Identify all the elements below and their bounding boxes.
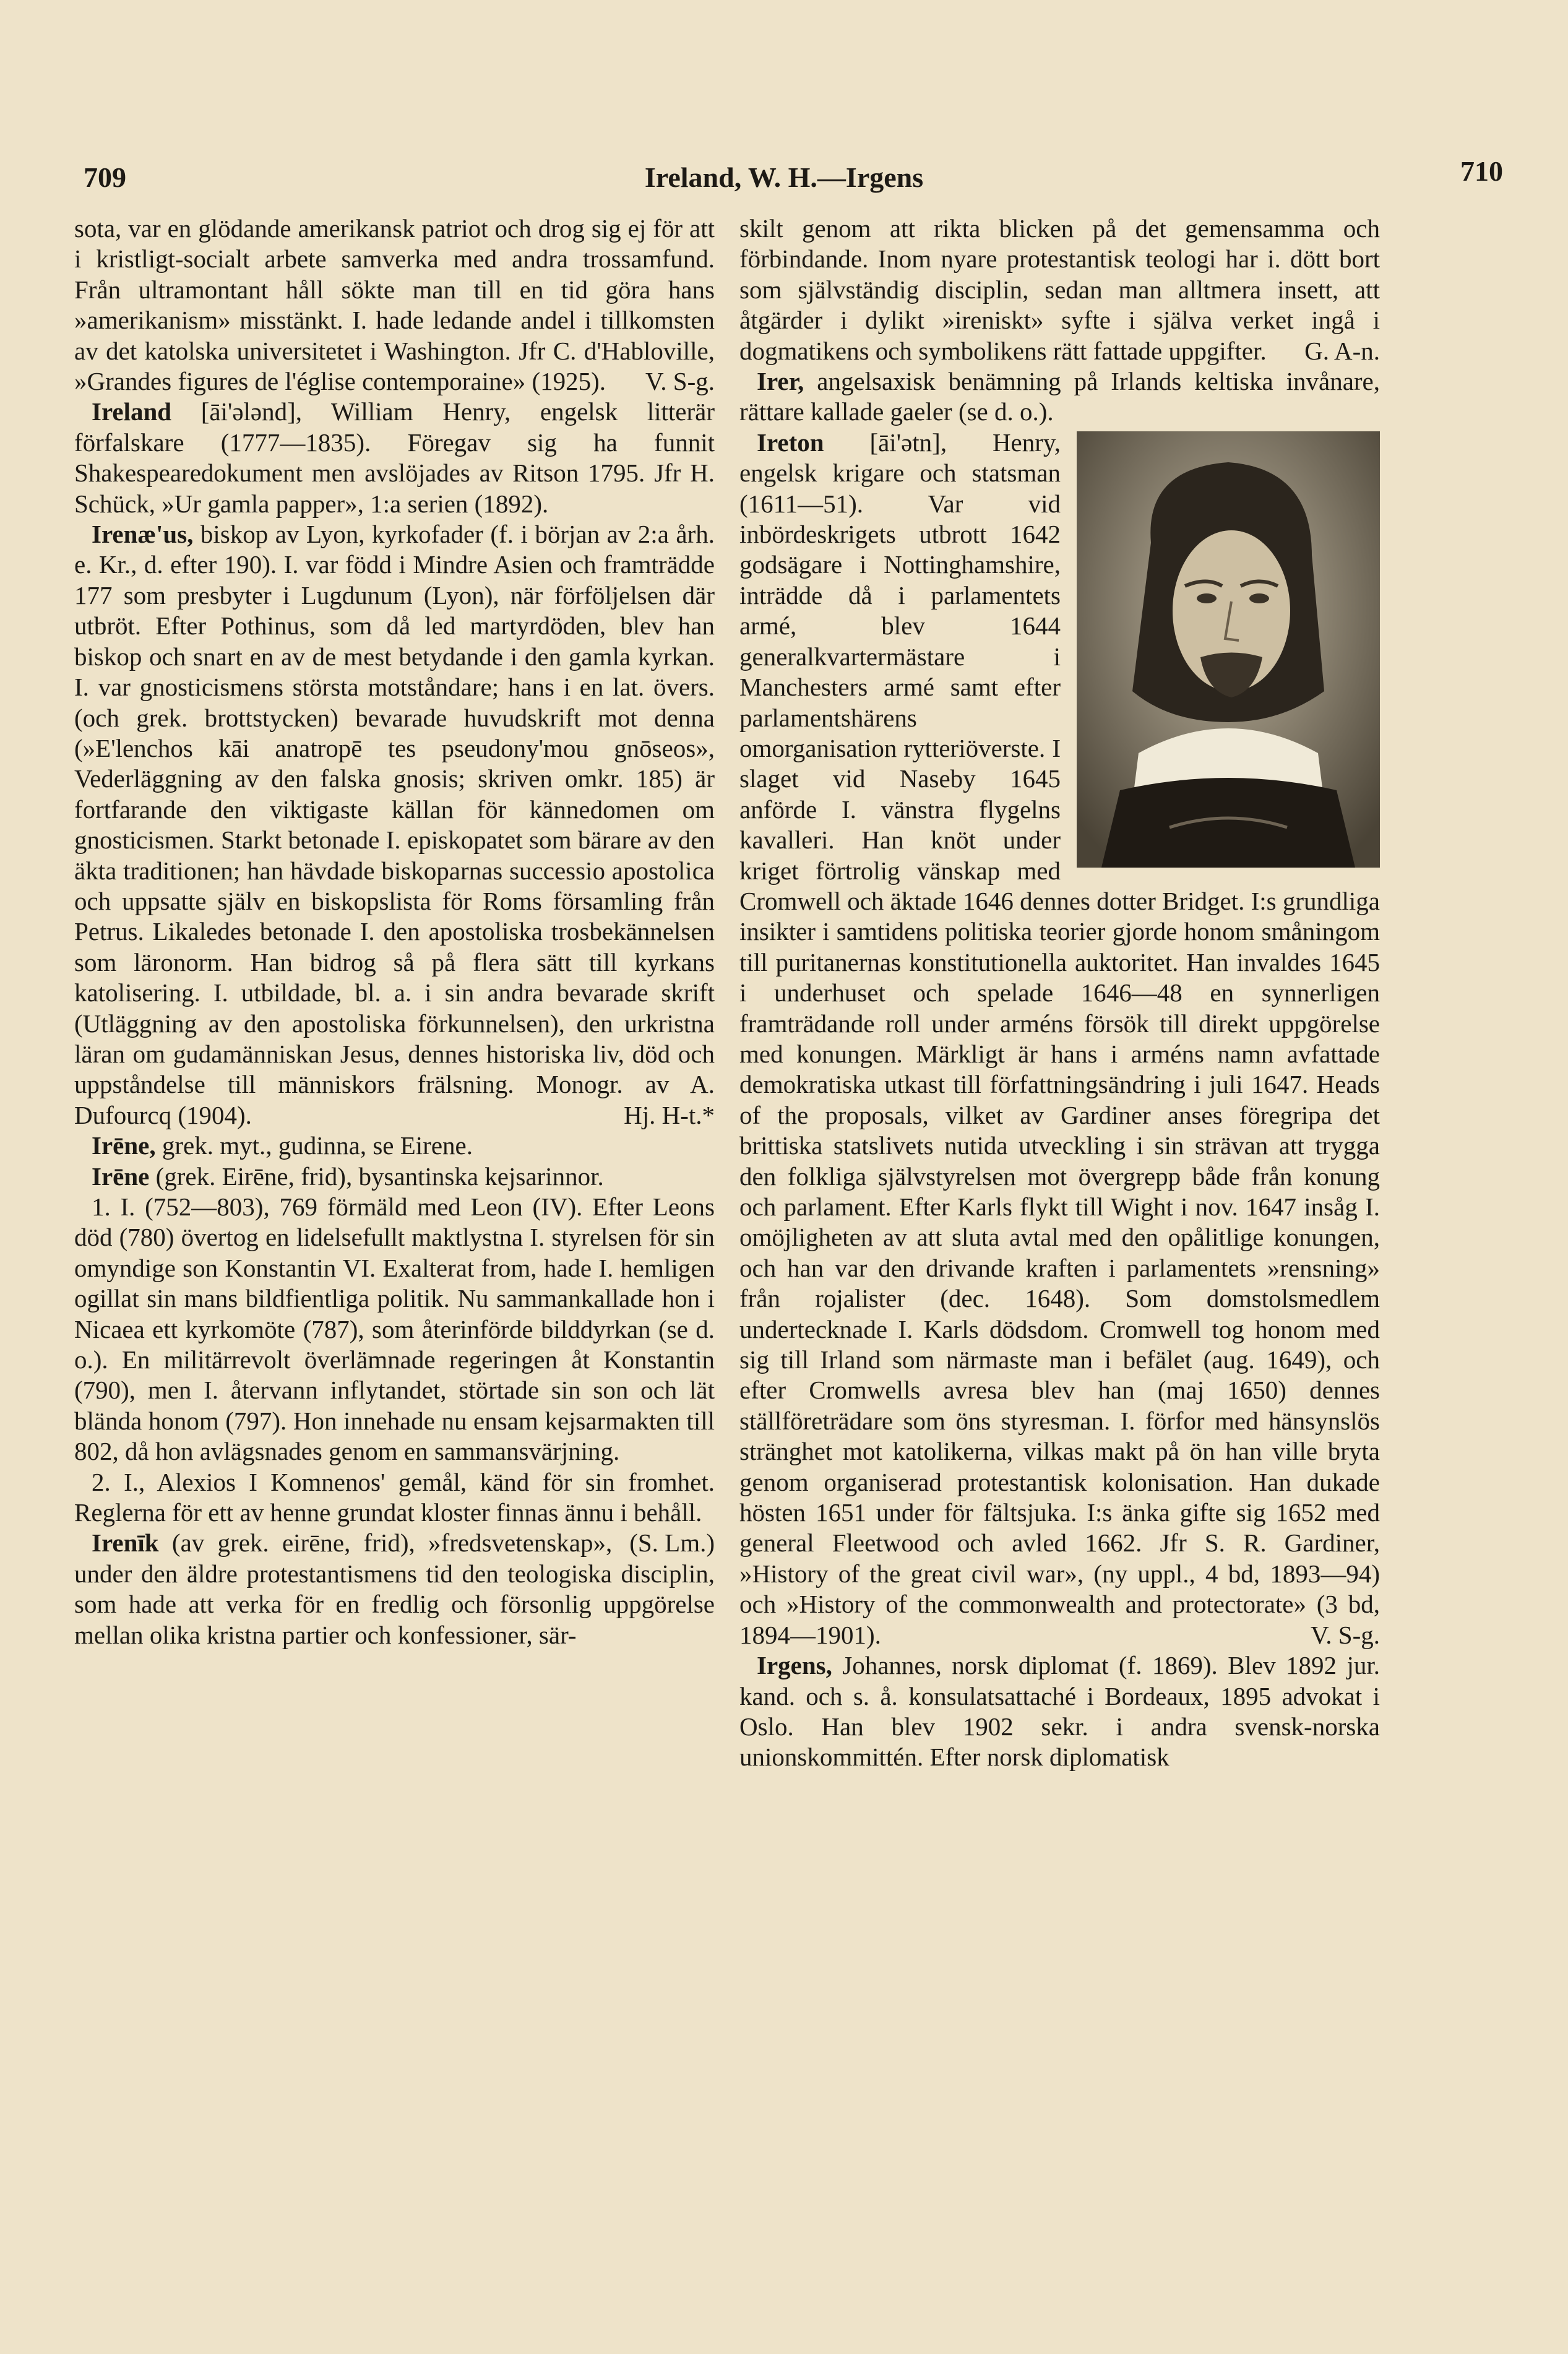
entry-headword: Irer, [757,367,804,396]
entry-signature: Hj. H-t.* [624,1100,715,1129]
entry-text: skilt genom att rikta blicken på det gemensamma och förbindande. Inom nyare protestantisk teologi har i. dött bort som självständig disciplin, sedan man alltmera insett, att åtgärder i dylikt »ireniskt» syfte i själva verket ingå i dogmatikens och symbolikens rätt fattade uppgifter. [739,214,1380,365]
left-column [74,213,715,1650]
entry-headword: Irenīk [92,1528,159,1558]
entry-text: (grek. Eirēne, frid), bysantinska kejsarinnor. [149,1162,604,1191]
entry-text: 2. I., Alexios I Komnenos' gemål, känd för sin fromhet. Reglerna för ett av henne grundat kloster finnas ännu i behåll. [74,1467,715,1527]
portrait-image [1077,431,1380,868]
left_column-entry [74,1162,715,1192]
running-header [0,155,1568,204]
entry-signature: G. A-n. [1304,336,1380,365]
headword-irgens: Irgens, [757,1651,832,1680]
portrait-engraving [1077,431,1380,868]
entry-text: biskop av Lyon, kyrkofader (f. i början av 2:a årh. e. Kr., d. efter 190). I. var född i Mindre Asien och framträdde 177 som presbyter i Lugdunum (Lyon), när förföljelsen där utbröt. Efter Pothinus, som då led martyrdöden, blev han biskop och snart en av de mest betydande i den gamla kyrkan. I. var gnosticismens största motståndare; hans i en lat. övers. (och grek. brottstycken) bevarade huvudskrift mot denna (»E'lenchos kāi anatropē tes pseudony'mou gnōseos», Vederläggning av den falska gnosis; skriven omkr. 185) är fortfarande den viktigaste källan för kännedomen om gnosticismen. Starkt betonade I. episkopatet som bärare av den äkta traditionen; han hävdade biskoparnas successio apostolica och uppsatte själv en biskopslista för Roms församling från Petrus. Likaledes betonade I. den apostoliska trosbekännelsen som läronorm. Han bidrog så på flera sätt till kyrkans katolisering. I. utbildade, bl. a. i sin andra bevarade skrift (Utläggning av den apostoliska förkunnelsen), den urkristna läran om gudamänniskan Jesus, dennes historiska liv, död och uppståndelse till människors frälsning. Monogr. av A. Dufourcq (1904). [74,520,715,1129]
running-title: Ireland, W. H.—Irgens [644,162,924,193]
entry-text: (av grek. eirēne, frid), »fredsvetenskap», under den äldre protestantismens tid den teologiska disciplin, som hade att verka för en fredlig och försonlig uppgörelse mellan olika kristna partier och konfessioner, sär- [74,1528,715,1649]
entry-text: 1. I. (752—803), 769 förmäld med Leon (IV). Efter Leons död (780) övertog en lidelsefullt maktlystna I. styrelsen för sin omyndige son Konstantin VI. Exalterat from, hade I. hemligen ogillat sin mans bildfientliga politik. Nu sammankallade hon i Nicaea ett kyrkomöte (787), som återinförde bilddyrkan (se d. o.). En militärrevolt överlämnade regeringen åt Konstantin (790), men I. återvann inflytandet, störtade sin son och lät blända honom (797). Hon innehade nu ensam kejsarmakten till 802, då hon avlägsnades genom en sammansvärjning. [74,1192,715,1466]
entry-signature: (S. Lm.) [629,1528,715,1558]
right_column_top-entry [739,366,1380,428]
left_column-entry [74,1192,715,1467]
entry-irgens [739,1650,1380,1773]
entry-signature: V. S-g. [645,367,715,396]
headword-ireton: Ireton [757,428,824,457]
left_column-entry [74,213,715,397]
entry-ireton [739,428,1380,1650]
right-column [739,213,1380,1773]
entry-text: grek. myt., gudinna, se Eirene. [155,1131,473,1160]
left_column-entry [74,397,715,519]
entry-text: angelsaxisk benämning på Irlands keltiska invånare, rättare kallade gaeler (se d. o.). [739,367,1380,426]
left_column-entry [74,1131,715,1161]
entry-headword: Irenæ'us, [92,520,194,549]
page-number-left: 709 [84,162,126,193]
entry-headword: Irēne [92,1162,150,1191]
entry-text: [āi'ələnd], William Henry, engelsk litterär förfalskare (1777—1835). Föregav sig ha funnit Shakespearedokument men avslöjades av Ritson 1795. Jfr H. Schück, »Ur gamla papper», 1:a serien (1892). [74,397,715,518]
left_column-entry [74,519,715,1131]
entry-text-irgens: Johannes, norsk diplomat (f. 1869). Blev 1892 jur. kand. och s. å. konsulatsattaché i Bordeaux, 1895 advokat i Oslo. Han blev 1902 sekr. i andra svensk-norska unionskommittén. Efter norsk diplomatisk [739,1651,1380,1772]
entry-text-ireton: [āi'ətn], Henry, engelsk krigare och statsman (1611—51). Var vid inbördeskrigets utbrott 1642 godsägare i Nottinghamshire, inträdde då i parlamentets armé, blev 1644 generalkvartermästare i Manchesters armé samt efter parlamentshärens omorganisation rytteriöverste. I slaget vid Naseby 1645 anförde I. vänstra flygelns kavalleri. Han knöt under kriget förtrolig vänskap med Cromwell och äktade 1646 dennes dotter Bridget. I:s grundliga insikter i samtidens politiska teorier gjorde honom småningom till puritanernas konstitutionella auktoritet. Han invaldes 1645 i underhuset och spelade 1646—48 en synnerligen framträdande roll under arméns försök till direkt uppgörelse med konungen. Märkligt är hans i arméns namn avfattade demokratiska utkast till författningsändring i juli 1647. Heads of the proposals, vilket av Gardiner anses föregripa det brittiska statslivets nutida utveckling i sin strävan att trygga den folkliga självstyrelsen mot övergrepp både från konung och parlament. Efter Karls flykt till Wight i nov. 1647 insåg I. omöjligheten av att sluta avtal med den opålitlige konungen, och han var den drivande kraften i parlamentets »rensning» från rojalister (dec. 1648). Som domstolsmedlem undertecknade I. Karls dödsdom. Cromwell tog honom med sig till Irland som närmaste man i befälet (aug. 1649), och efter Cromwells avresa blev han (maj 1650) dennes ställföreträdare som öns styresman. I. förfor med hänsynslös stränghet mot katolikerna, vilkas makt på ön han ville bryta genom organiserad protestantisk kolonisation. Han dukade hösten 1651 under för fältsjuka. I:s änka gifte sig 1652 med general Fleetwood och avled 1662. Jfr S. R. Gardiner, »History of the great civil war», (ny uppl., 4 bd, 1893—94) och »History of the commonwealth and protectorate» (3 bd, 1894—1901). [739,428,1381,1649]
page-number-right: 710 [1460,155,1503,187]
entry-headword: Ireland [92,397,172,426]
entry-headword: Irēne, [92,1131,156,1160]
signature-ireton: V. S-g. [1310,1620,1380,1649]
right_column_top-entry [739,213,1380,366]
entry-text: sota, var en glödande amerikansk patriot och drog sig ej för att i kristligt-socialt arbete samverka med andra trossamfund. Från ultramontant håll sökte man till en tid göra hans »amerikanism» misstänkt. I. hade ledande andel i tillkomsten av det katolska universitetet i Washington. Jfr C. d'Habloville, »Grandes figures de l'église contemporaine» (1925). [74,214,715,396]
right-column-top [739,213,1380,428]
